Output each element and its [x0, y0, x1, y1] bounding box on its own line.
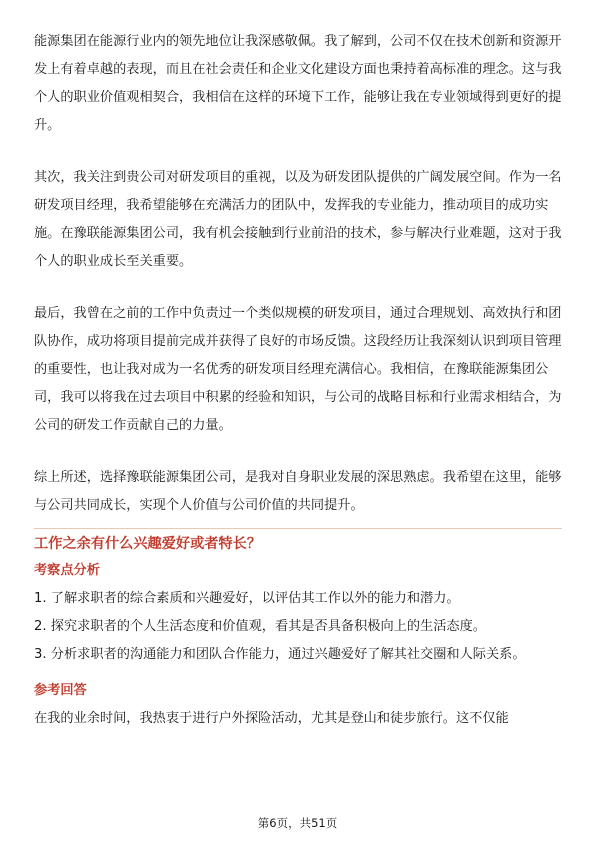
section-divider: [34, 528, 562, 529]
analysis-heading: 考察点分析: [34, 563, 100, 578]
analysis-item-2: 2. 探究求职者的个人生活态度和价值观，看其是否具备积极向上的生活态度。: [34, 619, 486, 634]
paragraph-4: 综上所述，选择豫联能源集团公司，是我对自身职业发展的深思熟虑。我希望在这里，能够与公司共同成长，实现个人价值与公司价值的共同提升。: [34, 470, 562, 513]
paragraph-1: 能源集团在能源行业内的领先地位让我深感敬佩。我了解到，公司不仅在技术创新和资源开发上有着卓越的表现，而且在社会责任和企业文化建设方面也秉持着高标准的理念。这与我个人的职业价值观相契合，我相信在这样的环境下工作，能够让我在专业领域得到更好的提升。: [34, 34, 562, 133]
spacer: [34, 140, 562, 164]
paragraph-3: 最后，我曾在之前的工作中负责过一个类似规模的研发项目，通过合理规划、高效执行和团队协作，成功将项目提前完成并获得了良好的市场反馈。这段经历让我深刻认识到项目管理的重要性，也让我对成为一名优秀的研发项目经理充满信心。我相信，在豫联能源集团公司，我可以将我在过去项目中积累的经验和知识，与公司的战略目标和行业需求相结合，为公司的研发工作贡献自己的力量。: [34, 306, 562, 433]
page-footer: 第6页，共51页: [257, 816, 338, 830]
answer-heading: 参考回答: [34, 683, 87, 698]
analysis-item-3: 3. 分析求职者的沟通能力和团队合作能力，通过兴趣爱好了解其社交圈和人际关系。: [34, 647, 526, 662]
answer-text: 在我的业余时间，我热衷于进行户外探险活动，尤其是登山和徒步旅行。这不仅能: [34, 711, 509, 726]
question-title: 工作之余有什么兴趣爱好或者特长？: [34, 536, 262, 552]
paragraph-2: 其次，我关注到贵公司对研发项目的重视，以及为研发团队提供的广阔发展空间。作为一名研发项目经理，我希望能够在充满活力的团队中，发挥我的专业能力，推动项目的成功实施。在豫联能源集团公司，我有机会接触到行业前沿的技术，参与解决行业难题，这对于我个人的职业成长至关重要。: [34, 170, 562, 269]
spacer: [34, 669, 562, 681]
analysis-item-1: 1. 了解求职者的综合素质和兴趣爱好，以评估其工作以外的能力和潜力。: [34, 591, 460, 606]
spacer: [34, 276, 562, 300]
spacer: [34, 440, 562, 464]
document-body: [34, 28, 562, 733]
